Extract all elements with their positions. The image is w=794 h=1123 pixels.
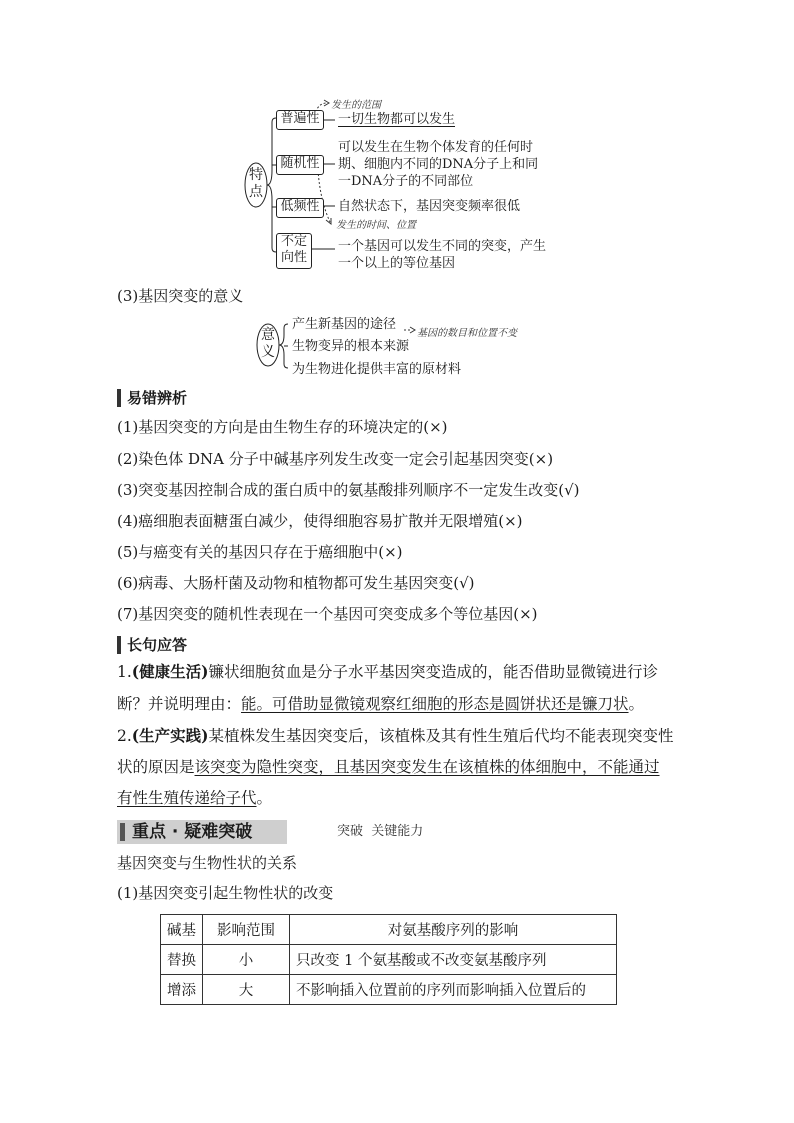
error-analysis-title: 易错辨析 [117, 389, 187, 407]
table-cell: 不影响插入位置前的序列而影响插入位置后的 [290, 975, 617, 1005]
error-item-3: (3)突变基因控制合成的蛋白质中的氨基酸排列顺序不一定发生改变(√) [117, 481, 580, 499]
error-item-5: (5)与癌变有关的基因只存在于癌细胞中(×) [117, 543, 403, 561]
error-item-4: (4)癌细胞表面糖蛋白减少，使得细胞容易扩散并无限增殖(×) [117, 512, 523, 530]
box-non-directional: 不定向性 [276, 233, 312, 269]
q2-end: 。 [256, 789, 273, 807]
table-cell: 只改变 1 个氨基酸或不改变氨基酸序列 [290, 945, 617, 975]
banner-subtitle: 突破 关键能力 [337, 824, 424, 839]
table-header: 碱基 [161, 915, 203, 945]
q2-line2 [117, 756, 660, 778]
q2-prefix: 状的原因是 [117, 758, 195, 776]
topic-title: 基因突变与生物性状的关系 [117, 854, 298, 872]
q1-line1 [117, 661, 658, 683]
table-header: 对氨基酸序列的影响 [290, 915, 617, 945]
text-randomness-2: 期、细胞内不同的DNA分子上和同 [338, 157, 539, 172]
significance-item-3: 为生物进化提供丰富的原材料 [292, 362, 462, 377]
note-occurrence-range: 发生的范围 [331, 100, 381, 111]
banner-accent [120, 823, 125, 841]
table-row [161, 945, 617, 975]
q1-prefix: 断？并说明理由： [117, 695, 242, 713]
table-cell: 大 [203, 975, 290, 1005]
mutation-table [160, 914, 617, 1005]
box-randomness: 随机性 [276, 155, 324, 175]
table-cell: 增添 [161, 975, 203, 1005]
q2-line3 [117, 787, 272, 809]
q2-question: 某植株发生基因突变后，该植株及其有性生殖后代均不能表现突变性 [208, 727, 674, 745]
note-occurrence-time: 发生的时间、位置 [336, 220, 416, 231]
error-item-6: (6)病毒、大肠杆菌及动物和植物都可发生基因突变(√) [117, 574, 475, 592]
q1-answer: 能。可借助显微镜观察红细胞的形态是圆饼状还是镰刀状 [241, 695, 629, 713]
text-randomness-1: 可以发生在生物个体发育的任何时 [338, 140, 534, 155]
significance-item-1: 产生新基因的途径 [292, 317, 397, 332]
box-universality: 普遍性 [276, 110, 324, 130]
error-item-1: (1)基因突变的方向是由生物生存的环境决定的(×) [117, 418, 448, 436]
section3-title: (3)基因突变的意义 [117, 287, 244, 305]
q2-answer-part2: 有性生殖传递给子代 [117, 789, 257, 807]
error-item-7: (7)基因突变的随机性表现在一个基因可突变成多个等位基因(×) [117, 605, 538, 623]
q2-answer-part1: 该突变为隐性突变，且基因突变发生在该植株的体细胞中，不能通过 [194, 758, 660, 776]
subtopic-title: (1)基因突变引起生物性状的改变 [117, 884, 334, 902]
q2-number: 2. [117, 727, 132, 745]
q1-tag: (健康生活) [131, 662, 209, 681]
table-header-row [161, 915, 617, 945]
table-cell: 替换 [161, 945, 203, 975]
diagram2-center-label: 意义 [261, 327, 275, 360]
diagram1-center-label: 特点 [249, 167, 263, 200]
q2-tag: (生产实践) [131, 726, 209, 745]
table-header: 影响范围 [203, 915, 290, 945]
text-low-frequency: 自然状态下，基因突变频率很低 [338, 199, 521, 214]
box-low-frequency: 低频性 [276, 198, 324, 218]
q1-number: 1. [117, 663, 132, 681]
error-item-2: (2)染色体 DNA 分子中碱基序列发生改变一定会引起基因突变(×) [117, 450, 554, 468]
note-gene-count: 基因的数目和位置不变 [417, 328, 517, 339]
table-row [161, 975, 617, 1005]
q1-question: 镰状细胞贫血是分子水平基因突变造成的，能否借助显微镜进行诊 [208, 663, 658, 681]
text-universality: 一切生物都可以发生 [338, 112, 456, 127]
text-non-directional-2: 一个以上的等位基因 [338, 256, 456, 271]
long-answer-title: 长句应答 [117, 636, 187, 654]
text-randomness-3: 一DNA分子的不同部位 [338, 174, 474, 189]
q1-end: 。 [628, 695, 645, 713]
significance-item-2: 生物变异的根本来源 [292, 339, 410, 354]
table-cell: 小 [203, 945, 290, 975]
banner-title: 重点 · 疑难突破 [132, 822, 253, 842]
q2-line1 [117, 725, 673, 747]
text-non-directional-1: 一个基因可以发生不同的突变，产生 [338, 239, 547, 254]
q1-line2 [117, 693, 644, 715]
